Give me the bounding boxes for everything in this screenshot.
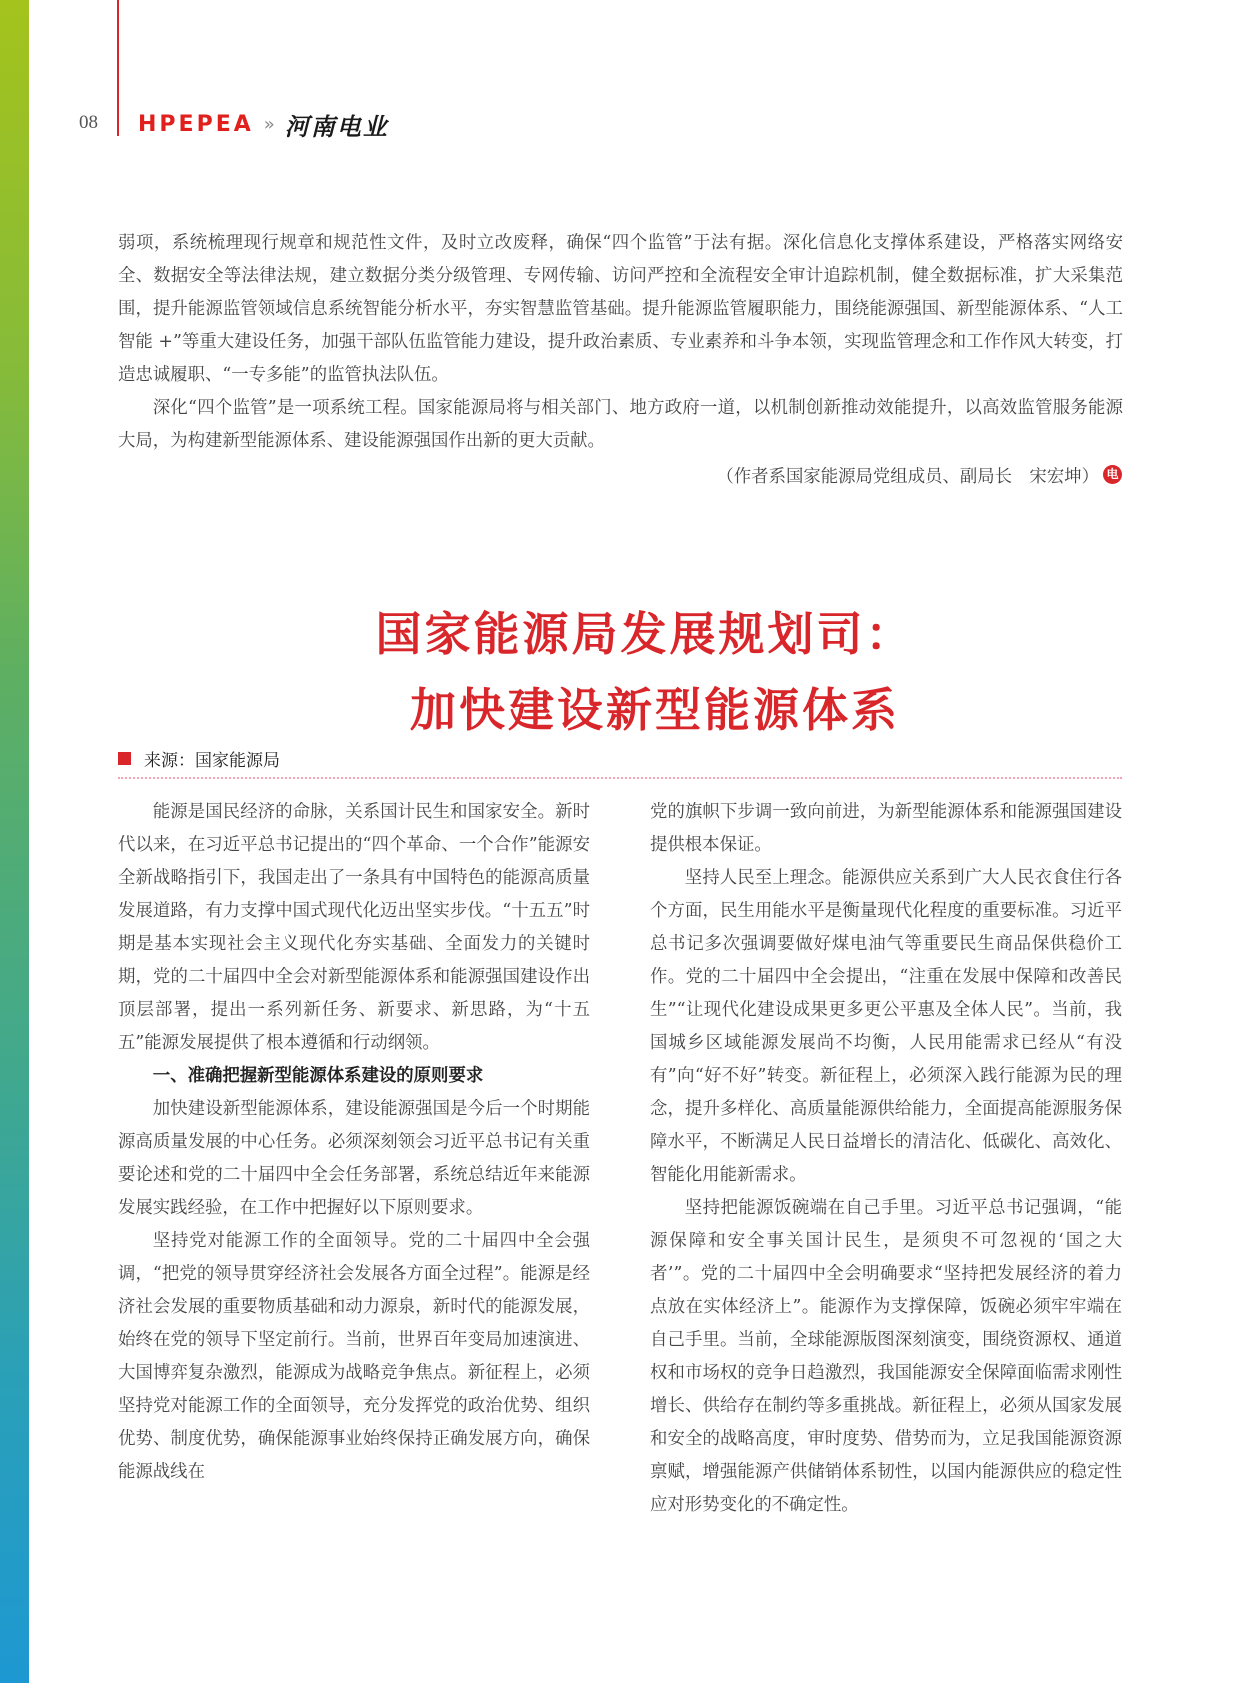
article-paragraph: 坚持把能源饭碗端在自己手里。习近平总书记强调，“能源保障和安全事关国计民生，是须臾不可忽视的‘国之大者’”。党的二十届四中全会明确要求“坚持把发展经济的着力点放在实体经济上”。能源作为支撑保障，饭碗必须牢牢端在自己手里。当前，全球能源版图深刻演变，围绕资源权、通道权和市场权的竞争日趋激烈，我国能源安全保障面临需求刚性增长、供给存在制约等多重挑战。新征程上，必须从国家发展和安全的战略高度，审时度势、借势而为，立足我国能源资源禀赋，增强能源产供储销体系韧性，以国内能源供应的稳定性应对形势变化的不确定性。 — [650, 1198, 1122, 1515]
dotted-divider — [118, 777, 1122, 779]
decorative-side-strip — [0, 0, 29, 1683]
double-chevron-icon: » — [263, 114, 275, 135]
article-left-column — [118, 796, 590, 1489]
article-title-line-2: 加快建设新型能源体系 — [410, 683, 900, 737]
previous-article-ending — [118, 227, 1123, 458]
article-paragraph: 坚持人民至上理念。能源供应关系到广大人民衣食住行各个方面，民生用能水平是衡量现代化程度的重要标准。习近平总书记多次强调要做好煤电油气等重要民生商品保供稳价工作。党的二十届四中全会提出，“注重在发展中保障和改善民生”“让现代化建设成果更多更公平惠及全体人民”。当前，我国城乡区域能源发展尚不均衡，人民用能需求已经从“有没有”向“好不好”转变。新征程上，必须深入践行能源为民的理念，提升多样化、高质量能源供给能力，全面提高能源服务保障水平，不断满足人民日益增长的清洁化、低碳化、高效化、智能化用能新需求。 — [650, 868, 1122, 1185]
source-text: 来源：国家能源局 — [144, 751, 280, 771]
article-title — [0, 596, 1240, 748]
red-square-bullet-icon — [118, 752, 131, 765]
author-byline — [716, 462, 1122, 487]
article-paragraph: 党的旗帜下步调一致向前进，为新型能源体系和能源强国建设提供根本保证。 — [650, 802, 1122, 855]
end-mark-seal-icon: 电 — [1103, 465, 1122, 484]
article-source — [118, 746, 280, 771]
previous-article-paragraph: 深化“四个监管”是一项系统工程。国家能源局将与相关部门、地方政府一道，以机制创新推动效能提升，以高效监管服务能源大局，为构建新型能源体系、建设能源强国作出新的更大贡献。 — [118, 398, 1123, 451]
brand-chinese-logo: 河南电业 — [284, 112, 389, 141]
magazine-brand — [138, 107, 389, 142]
article-title-line-1: 国家能源局发展规划司： — [375, 607, 915, 661]
brand-latin-logo: HPEPEA — [138, 112, 254, 137]
article-paragraph: 加快建设新型能源体系，建设能源强国是今后一个时期能源高质量发展的中心任务。必须深刻领会习近平总书记有关重要论述和党的二十届四中全会任务部署，系统总结近年来能源发展实践经验，在工作中把握好以下原则要求。 — [118, 1099, 590, 1218]
article-paragraph: 坚持党对能源工作的全面领导。党的二十届四中全会强调，“把党的领导贯穿经济社会发展各方面全过程”。能源是经济社会发展的重要物质基础和动力源泉，新时代的能源发展，始终在党的领导下坚定前行。当前，世界百年变局加速演进、大国博弈复杂激烈，能源成为战略竞争焦点。新征程上，必须坚持党对能源工作的全面领导，充分发挥党的政治优势、组织优势、制度优势，确保能源事业始终保持正确发展方向，确保能源战线在 — [118, 1231, 590, 1482]
article-right-column — [650, 796, 1122, 1522]
page-number: 08 — [79, 112, 98, 133]
header-red-rule — [117, 0, 119, 136]
article-paragraph: 能源是国民经济的命脉，关系国计民生和国家安全。新时代以来，在习近平总书记提出的“四个革命、一个合作”能源安全新战略指引下，我国走出了一条具有中国特色的能源高质量发展道路，有力支撑中国式现代化迈出坚实步伐。“十五五”时期是基本实现社会主义现代化夯实基础、全面发力的关键时期，党的二十届四中全会对新型能源体系和能源强国建设作出顶层部署，提出一系列新任务、新要求、新思路，为“十五五”能源发展提供了根本遵循和行动纲领。 — [118, 802, 590, 1053]
section-heading: 一、准确把握新型能源体系建设的原则要求 — [152, 1066, 484, 1086]
previous-article-paragraph: 弱项，系统梳理现行规章和规范性文件，及时立改废释，确保“四个监管”于法有据。深化信息化支撑体系建设，严格落实网络安全、数据安全等法律法规，建立数据分类分级管理、专网传输、访问严控和全流程安全审计追踪机制，健全数据标准，扩大采集范围，提升能源监管领域信息系统智能分析水平，夯实智慧监管基础。提升能源监管履职能力，围绕能源强国、新型能源体系、“人工智能 +”等重大建设任务，加强干部队伍监管能力建设，提升政治素质、专业素养和斗争本领，实现监管理念和工作作风大转变，打造忠诚履职、“一专多能”的监管执法队伍。 — [118, 233, 1123, 385]
byline-text: （作者系国家能源局党组成员、副局长 宋宏坤） — [716, 467, 1099, 487]
